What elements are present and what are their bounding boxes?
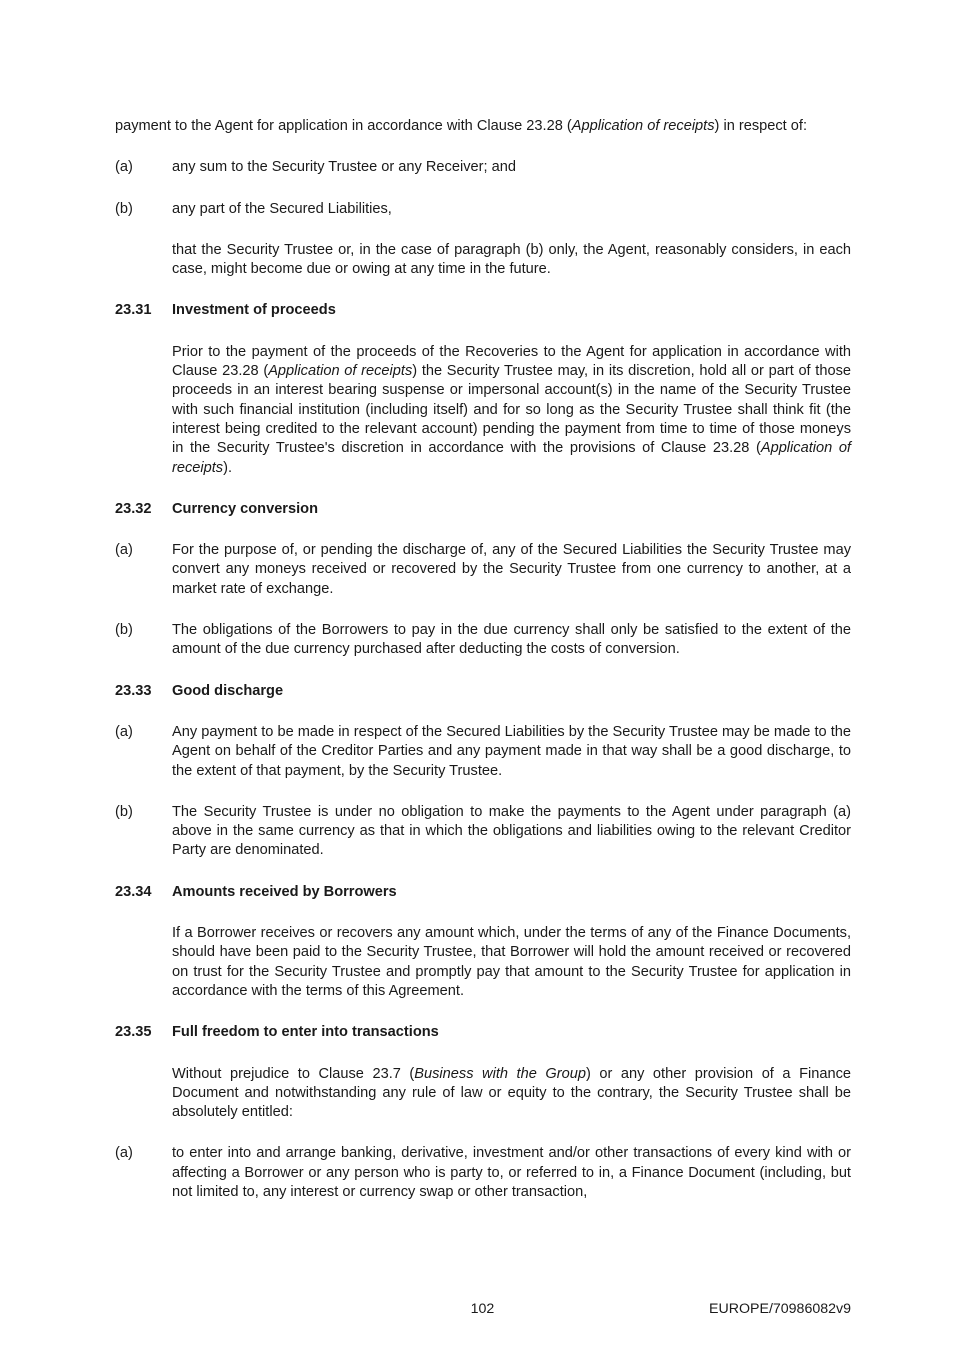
list-item-text: any sum to the Security Trustee or any Receiver; and [172, 159, 516, 176]
clause-number: 23.32 [115, 500, 152, 517]
document-reference: EUROPE/70986082v9 [709, 1301, 851, 1317]
list-marker: (a) [115, 723, 133, 740]
list-item-text: The obligations of the Borrowers to pay in the due currency shall only be satisfied to the extent of the amount of the due currency purchased after deducting the costs of conversion. [172, 622, 851, 658]
clause-title: Good discharge [172, 682, 284, 699]
text-run: payment to the Agent for application in accordance with Clause 23.28 ( [115, 118, 572, 134]
italic-run: Application of receipts [172, 440, 851, 476]
clause-title: Amounts received by Borrowers [172, 883, 397, 900]
paragraph [115, 924, 851, 1001]
page-number: 102 [470, 1301, 495, 1317]
list-item [115, 541, 851, 599]
clause-title: Currency conversion [172, 500, 318, 517]
list-marker: (b) [115, 200, 133, 217]
gutter-spacer [115, 1065, 172, 1123]
clause-heading [115, 1023, 851, 1042]
list-item [115, 1144, 851, 1202]
clause-heading [115, 500, 851, 519]
text-run: Prior to the payment of the proceeds of the Recoveries to the Agent for application in accordance with Clause 23.28 ( [172, 343, 851, 380]
paragraph [115, 241, 851, 280]
text-run: ) in respect of: [714, 118, 807, 134]
page-content [115, 117, 851, 1224]
italic-run: Application of receipts [268, 363, 413, 380]
gutter-spacer [115, 924, 172, 1001]
list-item [115, 723, 851, 781]
clause-heading [115, 682, 851, 701]
paragraph-text [172, 343, 851, 478]
clause-title: Investment of proceeds [172, 302, 336, 319]
italic-run: Application of receipts [571, 118, 715, 134]
italic-run: Business with the Group [414, 1065, 586, 1082]
list-item-text: to enter into and arrange banking, derivative, investment and/or other transactions of every kind with or affecting a Borrower or any person who is party to, or referred to in, a Finance Document (including, but not limited to, any interest or currency swap or other transaction, [172, 1145, 851, 1200]
list-item [115, 158, 851, 177]
gutter-spacer [115, 241, 172, 280]
list-item [115, 803, 851, 861]
gutter-spacer [115, 343, 172, 478]
paragraph-text: that the Security Trustee or, in the case of paragraph (b) only, the Agent, reasonably considers, in each case, might become due or owing at any time in the future. [172, 241, 851, 278]
list-item [115, 621, 851, 660]
paragraph [115, 343, 851, 478]
clause-number: 23.33 [115, 682, 152, 699]
clause-title: Full freedom to enter into transactions [172, 1024, 439, 1041]
list-marker: (b) [115, 622, 133, 639]
list-marker: (a) [115, 542, 133, 559]
list-item-text: any part of the Secured Liabilities, [172, 200, 392, 217]
clause-number: 23.35 [115, 1024, 152, 1041]
text-run: Without prejudice to Clause 23.7 ( [172, 1065, 415, 1082]
paragraph-text [172, 1065, 851, 1123]
list-item-text: Any payment to be made in respect of the Secured Liabilities by the Security Trustee may be made to the Agent on behalf of the Creditor Parties and any payment made in that way shall be a good discharge, to the extent of that payment, by the Security Trustee. [172, 723, 851, 779]
clause-heading [115, 883, 851, 902]
text-run: ) the Security Trustee may, in its discretion, hold all or part of those proceeds in an interest bearing suspense or impersonal account(s) in the name of the Security Trustee with such financial institution (including itself) and for so long as the Security Trustee shall think fit (the interest being credited to the relevant account) pending the payment from time to time of those moneys in the Security Trustee's discretion in accordance with the provisions of Clause 23.28 ( [172, 363, 852, 457]
clause-number: 23.31 [115, 302, 152, 319]
list-item [115, 200, 851, 219]
list-item-text: The Security Trustee is under no obligation to make the payments to the Agent under paragraph (a) above in the same currency as that in which the obligations and liabilities owing to the relevant Creditor Party are denominated. [172, 803, 851, 859]
list-marker: (b) [115, 803, 133, 820]
text-run: ) or any other provision of a Finance Document and notwithstanding any rule of law or equity to the contrary, the Security Trustee shall be absolutely entitled: [172, 1065, 851, 1121]
list-marker: (a) [115, 1145, 133, 1162]
list-marker: (a) [115, 159, 133, 176]
clause-number: 23.34 [115, 883, 152, 900]
list-item-text: For the purpose of, or pending the discharge of, any of the Secured Liabilities the Security Trustee may convert any moneys received or recovered by the Security Trustee from one currency to another, at a market rate of exchange. [172, 542, 851, 597]
paragraph-text: If a Borrower receives or recovers any amount which, under the terms of any of the Finance Documents, should have been paid to the Security Trustee, that Borrower will hold the amount received or recovered on trust for the Security Trustee and promptly pay that amount to the Security Trustee for application in accordance with the terms of this Agreement. [172, 925, 851, 999]
paragraph [115, 117, 851, 136]
paragraph-text [115, 117, 851, 136]
paragraph [115, 1065, 851, 1123]
clause-heading [115, 301, 851, 320]
text-run: ). [223, 459, 233, 476]
